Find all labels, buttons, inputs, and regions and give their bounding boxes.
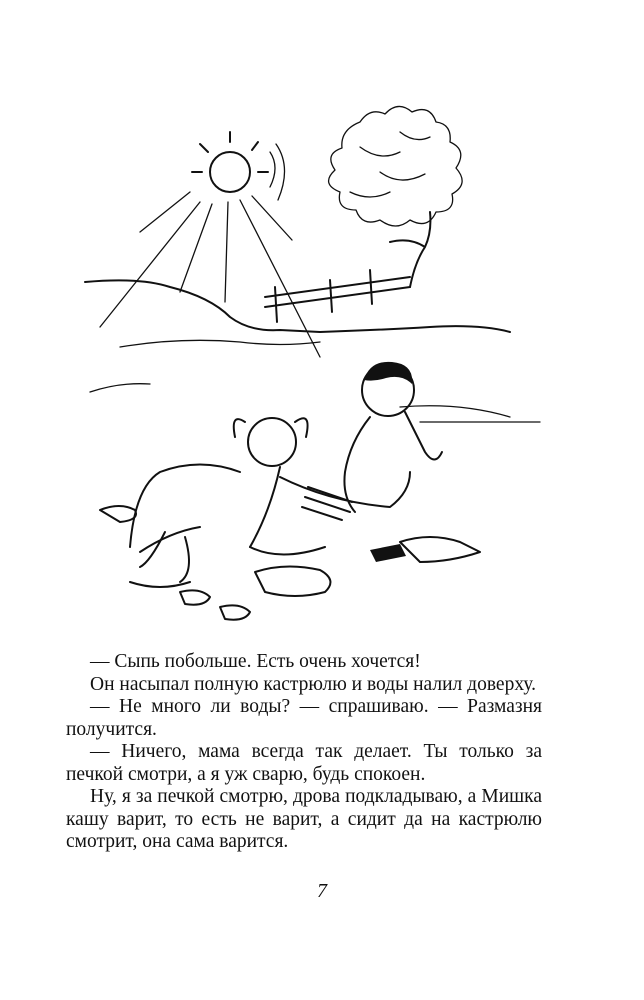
paragraph: — Сыпь побольше. Есть очень хочется! (90, 651, 421, 672)
shore-lines (400, 406, 540, 422)
tree-icon (329, 106, 463, 287)
boys-sunbathing-illustration (80, 92, 560, 637)
illustration-drawing (80, 92, 560, 637)
sun-icon (100, 132, 320, 357)
paragraph: — Ничего, мама всегда так делает. Ты только за печкой смотри, а я уж сварю, будь спокоен. (66, 741, 542, 785)
fence-icon (265, 270, 410, 322)
paragraph: Ну, я за печкой смотрю, дрова подкладываю, а Мишка кашу варит, то есть не варит, а сидит да на кастрюлю смотрит, она сама варится. (66, 786, 542, 852)
boys-figures (130, 362, 480, 587)
body-text (66, 651, 542, 854)
paragraph: Он насыпал полную кастрюлю и воды налил доверху. (90, 673, 537, 695)
paragraph: — Не много ли воды? — спрашиваю. — Размазня получится. (66, 696, 542, 740)
horizon-line (85, 280, 510, 332)
ground-lines (90, 340, 320, 392)
page-number: 7 (317, 880, 327, 902)
